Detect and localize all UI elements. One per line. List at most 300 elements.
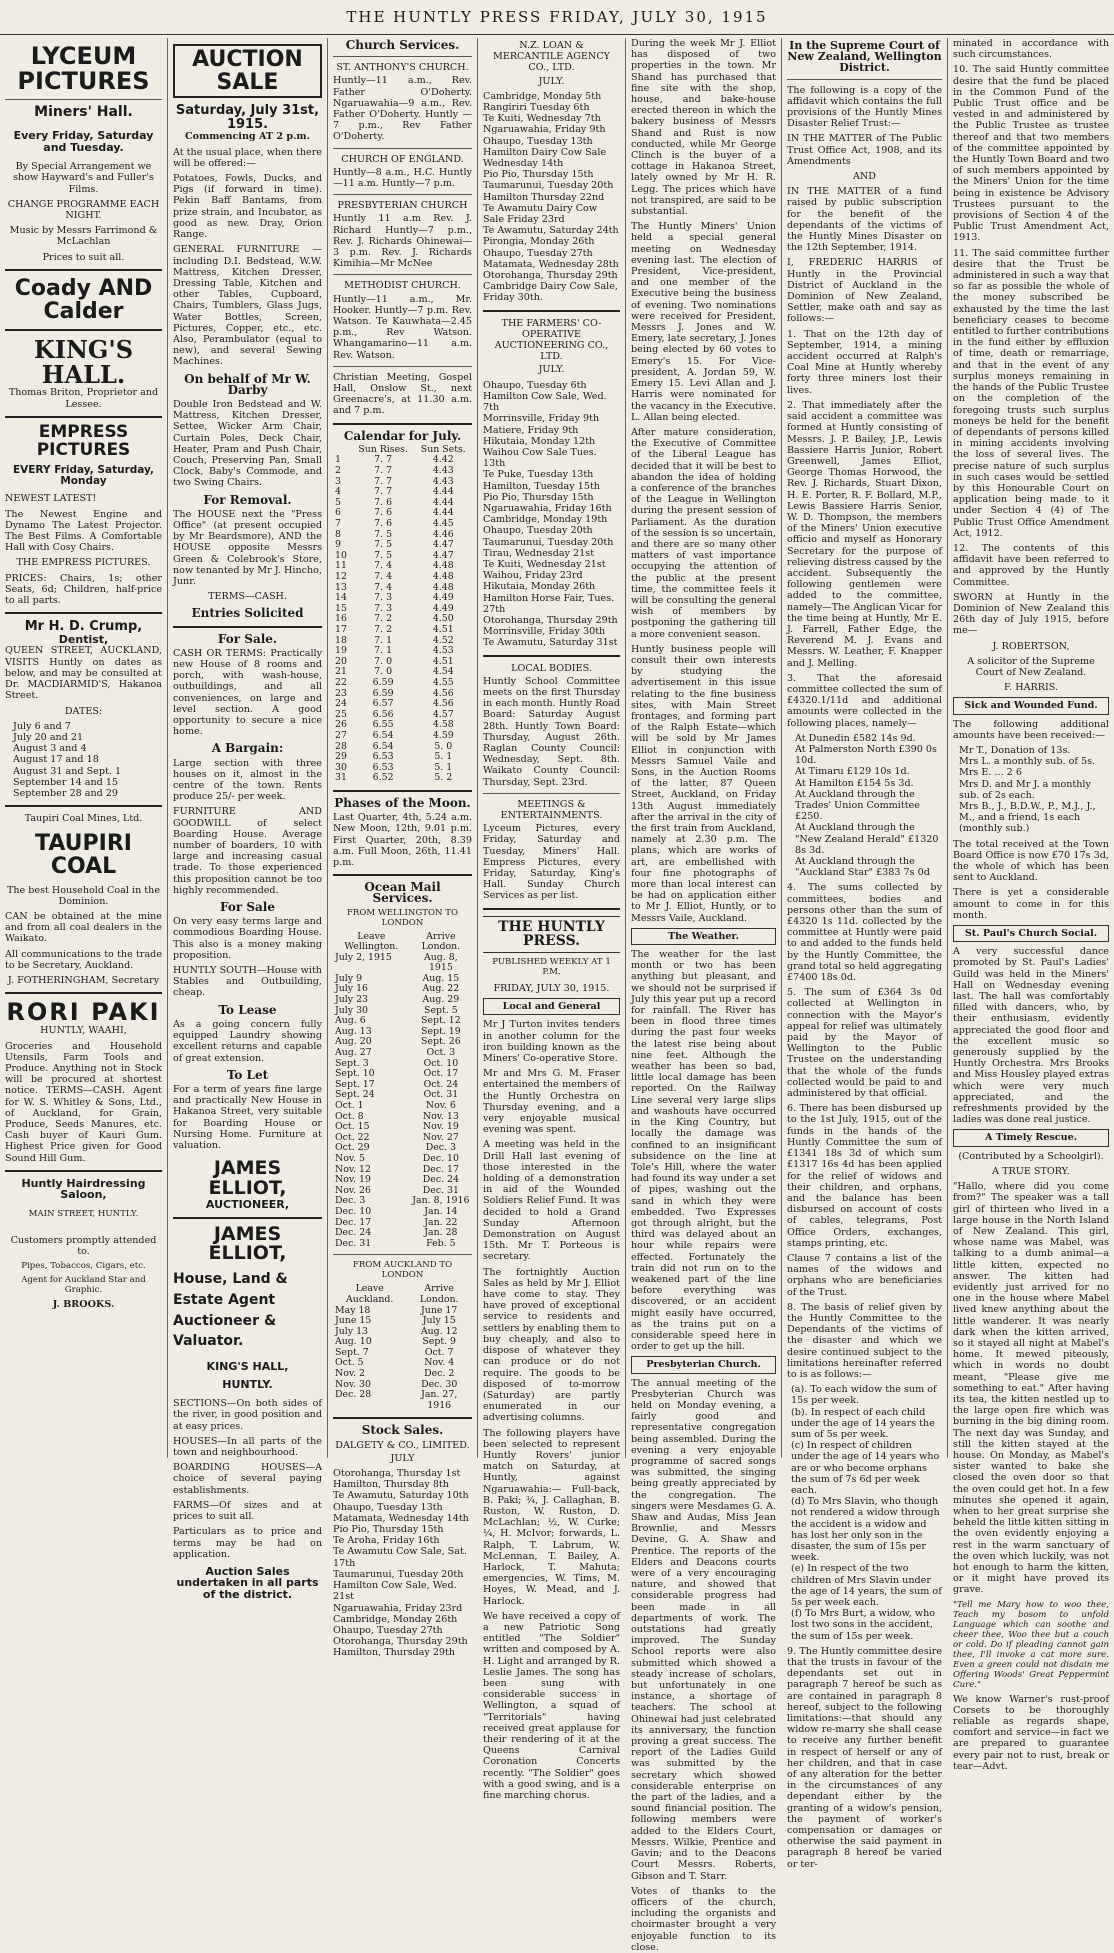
calendar-cell: 6.56 bbox=[372, 708, 394, 720]
wellington-row bbox=[333, 1207, 472, 1218]
calendar-header: Sun Sets. bbox=[420, 443, 466, 455]
affidavit-clause-4: 4. The sums collected by committees, bodies and persons other than the sum of £4320 1s 11d. collected by the committee at Huntly were paid to and added to the funds held by the Huntly Committee, the grand total so held aggregating £7400 18s 0d. bbox=[787, 882, 942, 984]
farmers-item: Waihou Cow Sale Tues. 13th bbox=[483, 446, 597, 470]
wellington-cell: Feb. 5 bbox=[426, 1237, 456, 1249]
dalgety-item: Te Awamutu, Saturday 10th bbox=[333, 1490, 469, 1502]
affidavit-intro: The following is a copy of the affidavit which contains the full provisions of the Huntly Mines Disaster Relief Trust:— bbox=[787, 84, 942, 130]
kings-hall-2: KING'S HALL, bbox=[206, 1360, 289, 1374]
presbyterian-body-2: Votes of thanks to the officers of the church, including the organists and choirmaster brought a very enjoyable function to its close. bbox=[631, 1885, 776, 1953]
nz-loan-item: Ohaupo, Tuesday 13th bbox=[483, 135, 593, 147]
wellington-row bbox=[333, 1154, 472, 1165]
wellington-cell: Sept. 3 bbox=[335, 1057, 369, 1069]
sick-wounded-more: There is yet a considerable amount to come in for this month. bbox=[953, 887, 1109, 921]
auckland-cell: Oct. 5 bbox=[335, 1357, 364, 1369]
st-anthony-heading: ST. ANTHONY'S CHURCH. bbox=[336, 62, 469, 74]
wellington-cell: Sept. 5 bbox=[424, 1004, 458, 1016]
crump-dentist: Dentist, bbox=[58, 632, 109, 646]
farmers-item: Otorohanga, Thursday 29th bbox=[483, 614, 618, 626]
column-2 bbox=[168, 38, 328, 1601]
calendar-cell: 4.51 bbox=[432, 655, 454, 667]
farmers-item: Te Awamutu, Saturday 31st bbox=[483, 637, 618, 649]
wellington-cell: Sept. 12 bbox=[421, 1015, 461, 1027]
wellington-cell: Dec. 3 bbox=[335, 1195, 366, 1207]
sick-item: Mrs E. ... 2 6 bbox=[959, 767, 1022, 779]
farmers-item: Hamilton Cow Sale, Wed. 7th bbox=[483, 390, 607, 414]
auckland-cell: Aug. 12 bbox=[420, 1325, 458, 1337]
calendar-cell: 7. 7 bbox=[374, 465, 393, 477]
moon-body: Last Quarter, 4th, 5.24 a.m. New Moon, 12th, 9.01 p.m. First Quarter, 20th, 8.39 a.m. Full Moon, 26th, 11.41 p.m. bbox=[333, 812, 472, 868]
dates-label: DATES: bbox=[64, 705, 103, 717]
calendar-cell: 4.51 bbox=[432, 623, 454, 635]
calendar-header: Sun Rises. bbox=[358, 443, 408, 455]
calendar-cell: 4.52 bbox=[432, 634, 454, 646]
wellington-cell: Aug. 22 bbox=[422, 983, 460, 995]
calendar-cell: 4.56 bbox=[432, 687, 454, 699]
affidavit-clause-7: Clause 7 contains a list of the names of the widows and orphans who are beneficiaries of the Trust. bbox=[787, 1252, 942, 1298]
wellington-cell: Dec. 31 bbox=[335, 1237, 372, 1249]
wellington-cell: Sept. 17 bbox=[335, 1078, 375, 1090]
wellington-cell: Dec. 17 bbox=[422, 1163, 459, 1175]
calendar-cell: 4.47 bbox=[432, 539, 454, 551]
farmers-item: Morrinsville, Friday 30th bbox=[483, 626, 606, 638]
rori-body: Groceries and Household Utensils, Farm Tools and Produce. Anything not in Stock will be procured at shortest notice. TERMS—CASH. Agent for W. S. Whitley & Sons, Ltd., of Auckland, for Grain, Produce, Seeds Manures, etc. Cash buyer of Kauri Gum. Highest Price given for Good Sound Hill Gum. bbox=[5, 1040, 162, 1164]
kings-proprietor: Thomas Briton, Proprietor and Lessee. bbox=[8, 387, 159, 410]
calendar-cell: 7. 0 bbox=[374, 655, 393, 667]
kings-hall: KING'S HALL. bbox=[33, 334, 134, 390]
calendar-cell: 18 bbox=[335, 634, 347, 646]
sick-item: Mrs L. a monthly sub. of 5s. bbox=[959, 756, 1096, 768]
estate-agent: Estate Agent bbox=[173, 1292, 276, 1309]
relief-item: (b). In respect of each child under the age of 14 years the sum of 5s per week. bbox=[791, 1406, 935, 1440]
crump-title: Mr H. D. Crump, bbox=[24, 619, 143, 635]
affidavit-matter-2: IN THE MATTER of a fund raised by public subscription for the benefit of the dependants of the victims of the Huntly Mines Disaster on the 12th September, 1914. bbox=[787, 186, 942, 254]
meetings-body: Lyceum Pictures, every Friday, Saturday and Tuesday, Miners' Hall. Empress Pictures, every Friday, Saturday, King's Hall. Sunday Church Services as per list. bbox=[483, 823, 620, 902]
wellington-cell: Aug. 6 bbox=[335, 1015, 366, 1027]
wellington-header: Leave Wellington. bbox=[344, 930, 399, 953]
calendar-cell: 7. 2 bbox=[374, 613, 393, 625]
affidavit-clause-6: 6. There has been disbursed up to the 1st July, 1915, out of the funds in the hands of the Huntly Committee the sum of £1341 18s 3d of which sum £1317 16s 4d has been applied for the relief of widows and their children, and orphans, and the balance has been disbursed on account of costs of cables, telegrams, Post Office Orders, exchanges, stamps printing, etc. bbox=[787, 1103, 942, 1249]
wellington-table bbox=[333, 932, 472, 1250]
taupiri-communications: All communications to the trade to be Secretary, Auckland. bbox=[5, 948, 162, 971]
elliot-property-sale: During the week Mr J. Elliot has disposed of two properties in the town. Mr Shand has purchased that fine site with the shop, house, and bake-house erected thereon in which the bakery business of Messrs Shand and Rust is now conducted, while Mr George Clinch is the buyer of a cottage in Hakanoa Street, lately owned by Mr H. R. Legg. The prices which have not transpired, are said to be substantial. bbox=[631, 38, 776, 218]
calendar-cell: 29 bbox=[335, 751, 347, 763]
calendar-cell: 7. 6 bbox=[374, 496, 393, 508]
presbyterian-church-heading: Presbyterian Church. bbox=[631, 1356, 776, 1373]
calendar-cell: 4.44 bbox=[432, 496, 454, 508]
taupiri-mines: Taupiri Coal Mines, Ltd. bbox=[24, 813, 143, 825]
crump-body: QUEEN STREET, AUCKLAND, VISITS Huntly on dates as below, and may be consulted at Dr. MACDIARMID'S, Hakanoa Street. bbox=[5, 645, 162, 702]
calendar-cell: 6.52 bbox=[372, 772, 394, 784]
auckland-row bbox=[333, 1390, 472, 1411]
wellington-cell: Aug. 8, 1915 bbox=[424, 951, 458, 974]
calendar-cell: 7. 4 bbox=[374, 571, 393, 583]
calendar-cell: 14 bbox=[335, 592, 347, 604]
calendar-cell: 21 bbox=[335, 666, 347, 678]
for-sale-heading: For Sale. bbox=[217, 631, 278, 646]
calendar-cell: 2 bbox=[335, 465, 341, 477]
calendar-cell: 20 bbox=[335, 655, 347, 667]
sections-ad: SECTIONS—On both sides of the river, in good position and at easy prices. bbox=[173, 1398, 322, 1432]
dalgety-item: Te Aroha, Friday 16th bbox=[333, 1535, 440, 1547]
farmers-item: Morrinsville, Friday 9th bbox=[483, 413, 600, 425]
for-sale-body: CASH OR TERMS: Practically new House of 8 rooms and porch, with wash-house, outbuildings, and all conveniences, on large and level section. A good opportunity to secure a nice home. bbox=[173, 647, 322, 738]
taupiri-signature: J. FOTHERINGHAM, Secretary bbox=[7, 974, 160, 986]
auction-furniture: GENERAL FURNITURE — including D.I. Bedstead, W.W. Mattress, Kitchen Dresser, Dressing Table, Kitchen and other Tables, Cupboard, Chairs, Tumblers, Glass Jugs, Water Bottles, Screen, Pictures, Copper, etc., etc. Also, Perambulator (equal to new), and several Sewing Machines. bbox=[173, 244, 322, 368]
wellington-cell: Oct. 31 bbox=[423, 1089, 459, 1101]
calendar-cell: 11 bbox=[335, 560, 347, 572]
calendar-cell: 4.42 bbox=[432, 454, 454, 466]
behalf-heading: On behalf of Mr W. Darby bbox=[184, 371, 311, 397]
nz-loan-item: Cambridge, Monday 5th bbox=[483, 90, 602, 102]
wellington-cell: Nov. 19 bbox=[422, 1121, 459, 1133]
st-pauls-social-heading: St. Paul's Church Social. bbox=[953, 925, 1109, 942]
affidavit-clause-3: 3. That the aforesaid committee collected the sum of £4320.1/11d and additional amounts were collected in the following places, namely— bbox=[787, 672, 942, 729]
affidavit-and: AND bbox=[852, 171, 876, 183]
calendar-cell: 4.50 bbox=[432, 613, 454, 625]
lyceum-prices: Prices to suit all. bbox=[42, 251, 125, 263]
calendar-row bbox=[333, 773, 472, 784]
wellington-cell: July 2, 1915 bbox=[335, 951, 392, 963]
nz-loan-item: Te Awamutu, Saturday 24th bbox=[483, 225, 619, 237]
calendar-cell: 1 bbox=[335, 454, 341, 466]
affidavit-clause-2: 2. That immediately after the said accident a committee was formed at Huntly consisting of Messrs. J. P. Bailey, J.P., Lewis Bassiere Harris Junior, Robert Greenwell, James Elliot, George Thomas Horwood, the Rev. J. Richards, Stuart Dixon, H. E. Porter, R. F. Bollard, M.P., Lewis Bassiere Harris Senior, W. D. Thompson, the members of the Miners' Union executive officio and myself as Honorary Secretary for the purpose of relieving distress caused by the accident. Subsequently the following gentlemen were added to the committee, namely—The Anglican Vicar for the time being at Huntly, Mr E. J. Farrell, Father Edge, the Reverend M. J. Evans and Messrs. W. Leather, F. Knapper and J. Melling. bbox=[787, 399, 942, 669]
farmers-item: Hamilton, Tuesday 15th bbox=[483, 480, 600, 492]
methodist-body: Huntly—11 a.m., Mr. Hooker. Huntly—7 p.m. Rev. Watson. Te Kauwhata—2.45 p.m., Rev Watson. Whangamarino—11 a.m. Rev. Watson. bbox=[333, 293, 472, 361]
huntly-south: HUNTLY SOUTH—House with Stables and Outbuilding, cheap. bbox=[173, 965, 322, 999]
calendar-cell: 7. 1 bbox=[374, 634, 393, 646]
calendar-cell: 7. 5 bbox=[374, 539, 393, 551]
column-3 bbox=[328, 38, 478, 1659]
calendar-cell: 4.48 bbox=[432, 581, 454, 593]
auckland-cell: May 18 bbox=[335, 1304, 371, 1316]
dalgety-item: Matamata, Wednesday 14th bbox=[333, 1512, 469, 1524]
affidavit-harris-signature: F. HARRIS. bbox=[1003, 682, 1059, 694]
local-bodies-heading: LOCAL BODIES. bbox=[511, 662, 592, 674]
auction-sale-title: AUCTION SALE bbox=[173, 44, 322, 98]
nz-loan-item: Pio Pio, Thursday 15th bbox=[483, 169, 594, 181]
james-elliot-2: JAMES ELLIOT, bbox=[208, 1222, 287, 1265]
sick-wounded-heading: Sick and Wounded Fund. bbox=[953, 697, 1109, 714]
calendar-cell: 28 bbox=[335, 740, 347, 752]
calendar-cell: 4.45 bbox=[432, 518, 454, 530]
masthead: THE HUNTLY PRESS FRIDAY, JULY 30, 1915 bbox=[0, 0, 1114, 35]
calendar-cell: 7. 4 bbox=[374, 581, 393, 593]
calendar-cell: 4.43 bbox=[432, 475, 454, 487]
dalgety-july: JULY bbox=[390, 1452, 415, 1464]
affidavit-solicitor: A solicitor of the Supreme Court of New Zealand. bbox=[967, 655, 1095, 678]
calendar-cell: 6.53 bbox=[372, 751, 394, 763]
calendar-cell: 4.44 bbox=[432, 486, 454, 498]
calendar-cell: 4.58 bbox=[432, 719, 454, 731]
calendar-cell: 13 bbox=[335, 581, 347, 593]
affidavit-sworn: SWORN at Huntly in the Dominion of New Zealand this 26th day of July 1915, before me— bbox=[953, 591, 1109, 637]
nz-loan-item: Te Kuiti, Wednesday 7th bbox=[483, 113, 601, 125]
auckland-cell: Nov. 2 bbox=[335, 1368, 365, 1380]
calendar-cell: 5. 1 bbox=[434, 761, 453, 773]
affidavit-robertson: J. ROBERTSON, bbox=[992, 640, 1070, 652]
calendar-cell: 7. 2 bbox=[374, 623, 393, 635]
calendar-cell: 4.56 bbox=[432, 698, 454, 710]
published-weekly: PUBLISHED WEEKLY AT 1 P.M. bbox=[492, 957, 611, 977]
affidavit-clause-8: 8. The basis of relief given by the Huntly Committee to the Dependants of the victims of the disaster and which we desire continued subject to the limitations hereinafter referred to is as follows:— bbox=[787, 1301, 942, 1380]
calendar-cell: 4.53 bbox=[432, 645, 454, 657]
farmers-july: JULY. bbox=[538, 364, 565, 376]
press-date: FRIDAY, JULY 30, 1915. bbox=[493, 983, 610, 994]
particulars-ad: Particulars as to price and terms may be had on application. bbox=[173, 1526, 322, 1560]
affidavit-continued: minated in accordance with such circumstances. bbox=[953, 38, 1109, 61]
calendar-cell: 16 bbox=[335, 613, 347, 625]
local-p3: A meeting was held in the Drill Hall last evening of those interested in the holding of a demonstration in aid of the Wounded Soldiers Relief Fund. It was decided to hold a Grand Sunday Afternoon Demonstration on August 15th. Mr T. Porteous is secretary. bbox=[483, 1139, 620, 1263]
date-item: July 20 and 21 bbox=[13, 731, 84, 743]
calendar-cell: 5. 1 bbox=[434, 751, 453, 763]
dalgety-item: Taumarunui, Tuesday 20th bbox=[333, 1568, 464, 1580]
calendar-cell: 15 bbox=[335, 602, 347, 614]
lyceum-special: By Special Arrangement we show Hayward's and Fuller's Films. bbox=[13, 161, 154, 195]
collection-places bbox=[787, 733, 942, 879]
church-services-heading: Church Services. bbox=[345, 38, 460, 52]
wellington-cell: Dec. 10 bbox=[335, 1205, 372, 1217]
calendar-heading: Calendar for July. bbox=[343, 428, 462, 443]
affidavit-clause-10: 10. The said Huntly committee desire that the fund be placed in the Common Fund of the Public Trust office and be vested in and administered by the Public Trustee as trustee thereof and that two members of the committee appointed by the Huntly Town Board and two of such members appointed by the Miners' Union for the time being in existence be Advisory Trustees pursuant to the provisions of Section 4 of the Public Trust Amendment Act, 1913. bbox=[953, 64, 1109, 244]
calendar-cell: 4.44 bbox=[432, 507, 454, 519]
relief-items bbox=[787, 1384, 942, 1642]
calendar-cell: 7. 0 bbox=[374, 666, 393, 678]
auction-bottom: Auction Sales undertaken in all parts of the district. bbox=[176, 1564, 319, 1601]
lyceum-change: CHANGE PROGRAMME EACH NIGHT. bbox=[7, 198, 160, 221]
wellington-cell: Oct. 17 bbox=[423, 1068, 459, 1080]
calendar-cell: 4.57 bbox=[432, 708, 454, 720]
empress-signature: THE EMPRESS PICTURES. bbox=[16, 557, 151, 569]
calendar-cell: 4.49 bbox=[432, 602, 454, 614]
calendar-cell: 5. 2 bbox=[434, 772, 453, 784]
huntly-label: HUNTLY. bbox=[222, 1377, 273, 1391]
column-5 bbox=[626, 38, 782, 1953]
empress-newest: NEWEST LATEST! bbox=[5, 493, 97, 505]
wellington-cell: Nov. 19 bbox=[335, 1174, 371, 1186]
column-6 bbox=[782, 38, 948, 1870]
sick-item: Mrs B., J., B.D.W., P., M.J., J., M., and a friend, 1s each (monthly sub.) bbox=[959, 801, 1096, 835]
collection-place: At Hamilton £154 5s 3d. bbox=[795, 777, 914, 789]
supreme-court-heading: In the Supreme Court of New Zealand, Wellington District. bbox=[787, 39, 942, 75]
calendar-cell: 4 bbox=[335, 486, 341, 498]
calendar-cell: 7. 7 bbox=[374, 454, 393, 466]
dalgety-item: Hamilton Cow Sale, Wed. 21st bbox=[333, 1580, 457, 1603]
farmers-item: Ngaruawahia, Friday 16th bbox=[483, 502, 612, 514]
wellington-cell: Jan. 14 bbox=[424, 1205, 458, 1217]
auckland-heading: FROM AUCKLAND TO LONDON bbox=[352, 1260, 453, 1281]
affidavit-clause-5: 5. The sum of £364 3s 0d collected at Wellington in connection with the Mayor's appeal for relief was ultimately paid by the Mayor of Wellington to the Public Trustee on the understanding that the whole of the funds collected would be paid to and administered by that official. bbox=[787, 987, 942, 1100]
ralph-estate: Huntly business people will consult their own interests by studying the advertisement in this issue relating to the fine business sites, with Main Street frontages, and forming part of the Ralph Estate—which will be sold by Mr James Elliot in conjunction with Messrs Samuel Vaile and Sons, in the Auction Rooms of the latter, 87 Queen Street, Auckland, on Friday 13th August immediately after the arrival in the city of the first train from Auckland, namely at 2.30 p.m. The plans, which are works of art, are embellished with four fine photographs of more than local interest can be had on application either to Mr J. Elliot, Huntly, or to Messrs Vaile, Auckland. bbox=[631, 643, 776, 924]
collection-place: At Auckland through the "New Zealand Herald" £1320 8s 3d. bbox=[795, 822, 939, 856]
wellington-cell: Dec. 24 bbox=[422, 1174, 459, 1186]
sick-wounded-body: The following additional amounts have been received:— bbox=[953, 718, 1109, 741]
calendar-cell: 4.47 bbox=[432, 549, 454, 561]
bargain-heading: A Bargain: bbox=[211, 741, 284, 756]
empress-title: EMPRESS PICTURES bbox=[36, 421, 131, 460]
taupiri-obtain: CAN be obtained at the mine and from all coal dealers in the Waikato. bbox=[5, 910, 162, 945]
farmers-list bbox=[483, 380, 620, 649]
peppermint-verse: "Tell me Mary how to woo thee, Teach my bosom to unfold Language which can soothe and cheer thee, Woo thee but a couch or cold. Do if pleading cannot gain thee, I'll invoke a cat more sure. Even a green could not disdain me Offering Woods' Great Peppermint Cure." bbox=[953, 1599, 1109, 1690]
farmers-item: Ohaupo, Tuesday 6th bbox=[483, 379, 587, 391]
farmers-item: Hamilton Horse Fair, Tues. 27th bbox=[483, 592, 615, 615]
sick-wounded-total: The total received at the Town Board Office is now £70 17s 3d, the whole of which has been sent to Auckland. bbox=[953, 838, 1109, 884]
calendar-cell: 25 bbox=[335, 708, 347, 720]
removal-heading: For Removal. bbox=[203, 492, 292, 507]
auckland-cell: Nov. 30 bbox=[335, 1378, 371, 1390]
calendar-cell: 7. 7 bbox=[374, 475, 393, 487]
local-p6: We have received a copy of a new Patriotic Song entitled "The Soldier" written and composed by A. H. Light and arranged by R. Leslie James. The song has been sung with considerable success in Wellington, a squad of "Territorials" having received great applause for their rendering of it at the Queens Carnival Coronation Concerts recently. "The Soldier" goes with a good swing, and is a fine marching chorus. bbox=[483, 1610, 620, 1802]
date-item: July 6 and 7 bbox=[13, 720, 71, 732]
rori-paki: RORI PAKI bbox=[6, 998, 161, 1027]
calendar-cell: 9 bbox=[335, 539, 341, 551]
calendar-row bbox=[333, 731, 472, 742]
date-item: August 31 and Sept. 1 bbox=[13, 765, 122, 777]
nz-loan-item: Otorohanga, Thursday 29th bbox=[483, 270, 618, 282]
warner-advert: We know Warner's rust-proof Corsets to be thoroughly reliable as regards shape, comfort and service—in fact we are prepared to guarantee every pair not to rust, break or tear—Advt. bbox=[953, 1693, 1109, 1772]
behalf-body: Double Iron Bedstead and W. Mattress, Kitchen Dresser, Settee, Wicker Arm Chair, Curtain Poles, Deck Chair, Heater, Pram and Push Chair, Couch, Preserving Pan, Small Clock, Baby's Commode, and two Swing Chairs. bbox=[173, 398, 322, 489]
auckland-cell: Sept. 7 bbox=[335, 1346, 369, 1358]
bargain-body: Large section with three houses on it, almost in the centre of the town. Rents produce 25/- per week. bbox=[173, 757, 322, 803]
calendar-cell: 6.57 bbox=[372, 698, 394, 710]
auckland-cell: Jan. 27, 1916 bbox=[421, 1389, 458, 1411]
calendar-cell: 4.54 bbox=[432, 666, 454, 678]
wellington-cell: Jan. 8, 1916 bbox=[412, 1195, 470, 1207]
calendar-cell: 26 bbox=[335, 719, 347, 731]
auckland-cell: Nov. 4 bbox=[424, 1357, 455, 1369]
hairdressing-brooks: J. BROOKS. bbox=[52, 1299, 115, 1311]
coady-calder: Coady AND Calder bbox=[14, 275, 153, 324]
collection-place: At Auckland through the Trades' Union Committee £250. bbox=[795, 788, 920, 823]
ocean-mail-heading: Ocean Mail Services. bbox=[364, 880, 441, 906]
local-p2: Mr and Mrs G. M. Fraser entertained the members of the Huntly Orchestra on Thursday evening, and a very enjoyable musical evening was spent. bbox=[483, 1068, 620, 1136]
wellington-cell: Dec. 17 bbox=[335, 1216, 372, 1228]
dalgety-item: Ohaupo, Tuesday 13th bbox=[333, 1501, 443, 1513]
auckland-header-row bbox=[333, 1284, 472, 1305]
date-item: August 3 and 4 bbox=[13, 743, 87, 755]
entries-solicited: Entries Solicited bbox=[191, 606, 304, 621]
hairdressing-street: MAIN STREET, HUNTLY. bbox=[28, 1208, 139, 1219]
huntly-press-title: THE HUNTLY PRESS. bbox=[483, 916, 620, 953]
relief-item: (a). To each widow the sum of 15s per week. bbox=[791, 1384, 937, 1407]
wellington-cell: Oct. 1 bbox=[335, 1100, 364, 1112]
calendar-cell: 5. 0 bbox=[434, 740, 453, 752]
calendar-cell: 4.46 bbox=[432, 528, 454, 540]
presbyterian-heading: PRESBYTERIAN CHURCH bbox=[337, 200, 468, 212]
calendar-cell: 4.48 bbox=[432, 560, 454, 572]
moon-heading: Phases of the Moon. bbox=[334, 795, 471, 810]
auction-intro: At the usual place, when there will be offered:— bbox=[173, 146, 322, 169]
local-general-heading: Local and General bbox=[483, 998, 620, 1015]
auction-terms: TERMS—CASH. bbox=[208, 591, 287, 603]
farmers-item: Cambridge, Monday 19th bbox=[483, 514, 608, 526]
calendar-cell: 7. 1 bbox=[374, 645, 393, 657]
calendar-cell: 31 bbox=[335, 772, 347, 784]
calendar-cell: 17 bbox=[335, 623, 347, 635]
hairdressing-title: Huntly Hairdressing Saloon, bbox=[21, 1176, 146, 1202]
wellington-cell: Nov. 13 bbox=[422, 1110, 459, 1122]
calendar-cell: 12 bbox=[335, 571, 347, 583]
empress-every: EVERY Friday, Saturday, Monday bbox=[12, 464, 155, 488]
calendar-cell: 7. 3 bbox=[374, 592, 393, 604]
nz-loan-heading: N.Z. LOAN & MERCANTILE AGENCY CO., LTD. bbox=[493, 40, 610, 74]
wellington-cell: July 23 bbox=[335, 994, 369, 1006]
wellington-cell: Oct. 3 bbox=[426, 1047, 456, 1059]
column-1 bbox=[0, 38, 168, 1458]
wellington-cell: Nov. 6 bbox=[425, 1100, 456, 1112]
calendar-cell: 7 bbox=[335, 518, 341, 530]
calendar-cell: 4.49 bbox=[432, 592, 454, 604]
wellington-header-row bbox=[333, 932, 472, 953]
auction-lots: Potatoes, Fowls, Ducks, and Pigs (if forward in time). Pekin Baff Bantams, from prize strain, and Incubator, as good as new. Dray, Orion Range. bbox=[173, 173, 322, 241]
calendar-cell: 6.59 bbox=[372, 687, 394, 699]
true-story: A TRUE STORY. bbox=[992, 1165, 1070, 1177]
nz-loan-item: Te Awamutu Dairy Cow Sale Friday 23rd bbox=[483, 202, 598, 226]
wellington-cell: Oct. 10 bbox=[423, 1057, 459, 1069]
rori-place: HUNTLY, WAAHI, bbox=[40, 1025, 127, 1037]
dalgety-item: Cambridge, Monday 26th bbox=[333, 1613, 458, 1625]
calendar-cell: 27 bbox=[335, 729, 347, 741]
calendar-cell: 6.59 bbox=[372, 676, 394, 688]
dalgety-item: Pio Pio, Thursday 15th bbox=[333, 1524, 444, 1536]
auckland-cell: Sept. 9 bbox=[422, 1336, 457, 1348]
hairdressing-customers: Customers promptly attended to. bbox=[10, 1234, 157, 1258]
nz-loan-item: Rangiriri Tuesday 6th bbox=[483, 102, 590, 114]
dalgety-heading: DALGETY & CO., LIMITED. bbox=[335, 1439, 470, 1451]
st-pauls-social-body: A very successful dance promoted by St. Paul's Ladies' Guild was held in the Miners' Hall on Wednesday evening last. The hall was comfortably filled with dancers, who, by their enthusiasm, evidently appreciated the good floor and the excellent music so generously supplied by the Huntly Orchestra. Mrs Brooks and Miss Housley played extras which were very much appreciated, and the refreshments provided by the ladies was done real justice. bbox=[953, 946, 1109, 1126]
auckland-header: Leave Auckland. bbox=[346, 1283, 394, 1305]
meetings-heading: MEETINGS & ENTERTAINMENTS. bbox=[500, 798, 603, 821]
nz-loan-item: Matamata, Wednesday 28th bbox=[483, 258, 619, 270]
sick-wounded-list bbox=[953, 745, 1109, 835]
calendar-cell: 5 bbox=[335, 496, 341, 508]
calendar-cell: 3 bbox=[335, 475, 341, 487]
affidavit-clause-12: 12. The contents of this affidavit have been referred to and approved by the Huntly Committee. bbox=[953, 542, 1109, 588]
hairdressing-pipes: Pipes, Tobaccos, Cigars, etc. bbox=[21, 1261, 146, 1272]
auctioneer-label: AUCTIONEER, bbox=[205, 1198, 290, 1211]
calendar-cell: 7. 6 bbox=[374, 518, 393, 530]
affidavit-clause-1: 1. That on the 12th day of September, 1914, a mining accident occurred at Ralph's Coal Mine at Huntly whereby forty three miners lost their lives. bbox=[787, 328, 942, 396]
calendar-cell: 19 bbox=[335, 645, 347, 657]
wellington-cell: July 9 bbox=[335, 972, 363, 984]
farmers-item: Pio Pio, Thursday 15th bbox=[483, 491, 594, 503]
wellington-cell: July 30 bbox=[335, 1004, 369, 1016]
miners-hall: Miners' Hall. bbox=[34, 104, 133, 121]
wellington-cell: Aug. 20 bbox=[335, 1036, 372, 1048]
affidavit-clause-9: 9. The Huntly committee desire that the trusts in favour of the dependants set out in paragraph 7 hereof be such as are contained in paragraph 8 hereof, subject to the following limitations:—that should any widow re-marry she shall cease to receive any further benefit in respect of herself or any of her children, and that in case of any alteration for the better in the circumstances of any dependant either by the granting of a widow's pension, the payment of worker's compensation or damages or otherwise the said payment in paragraph 8 hereof be varied or ter- bbox=[787, 1645, 942, 1870]
date-item: September 14 and 15 bbox=[13, 776, 119, 788]
wellington-heading: FROM WELLINGTON TO LONDON bbox=[346, 907, 459, 928]
wellington-row bbox=[333, 1239, 472, 1250]
calendar-cell: 23 bbox=[335, 687, 347, 699]
calendar-cell: 6 bbox=[335, 507, 341, 519]
farmers-item: Te Puke, Tuesday 13th bbox=[483, 469, 594, 481]
wellington-cell: Oct. 8 bbox=[335, 1110, 364, 1122]
calendar-row bbox=[333, 625, 472, 636]
nz-loan-item: Ngaruawahia, Friday 9th bbox=[483, 124, 606, 136]
wellington-cell: Oct. 15 bbox=[335, 1121, 370, 1133]
dalgety-item: Otorohanga, Thursday 1st bbox=[333, 1468, 461, 1480]
wellington-cell: Dec. 10 bbox=[422, 1152, 459, 1164]
dalgety-item: Ohaupo, Tuesday 27th bbox=[333, 1624, 443, 1636]
dalgety-item: Hamilton, Thursday 8th bbox=[333, 1479, 449, 1491]
farms-ad: FARMS—Of sizes and at prices to suit all. bbox=[173, 1499, 322, 1523]
affidavit-matter-1: IN THE MATTER of The Public Trust Office Act, 1908, and its Amendments bbox=[787, 133, 942, 167]
wellington-cell: Sept. 10 bbox=[335, 1068, 375, 1080]
auckland-cell: Aug. 10 bbox=[335, 1336, 372, 1348]
calendar-cell: 6.55 bbox=[372, 719, 394, 731]
local-p4: The fortnightly Auction Sales as held by Mr J. Elliot have come to stay. They have proved of exceptional service to residents and settlers by enabling them to buy cheaply, and also to dispose of whatever they can produce or do not require. The goods to be disposed of to-morrow (Saturday) are partly enumerated in our advertising columns. bbox=[483, 1266, 620, 1424]
auckland-cell: June 17 bbox=[421, 1304, 458, 1316]
